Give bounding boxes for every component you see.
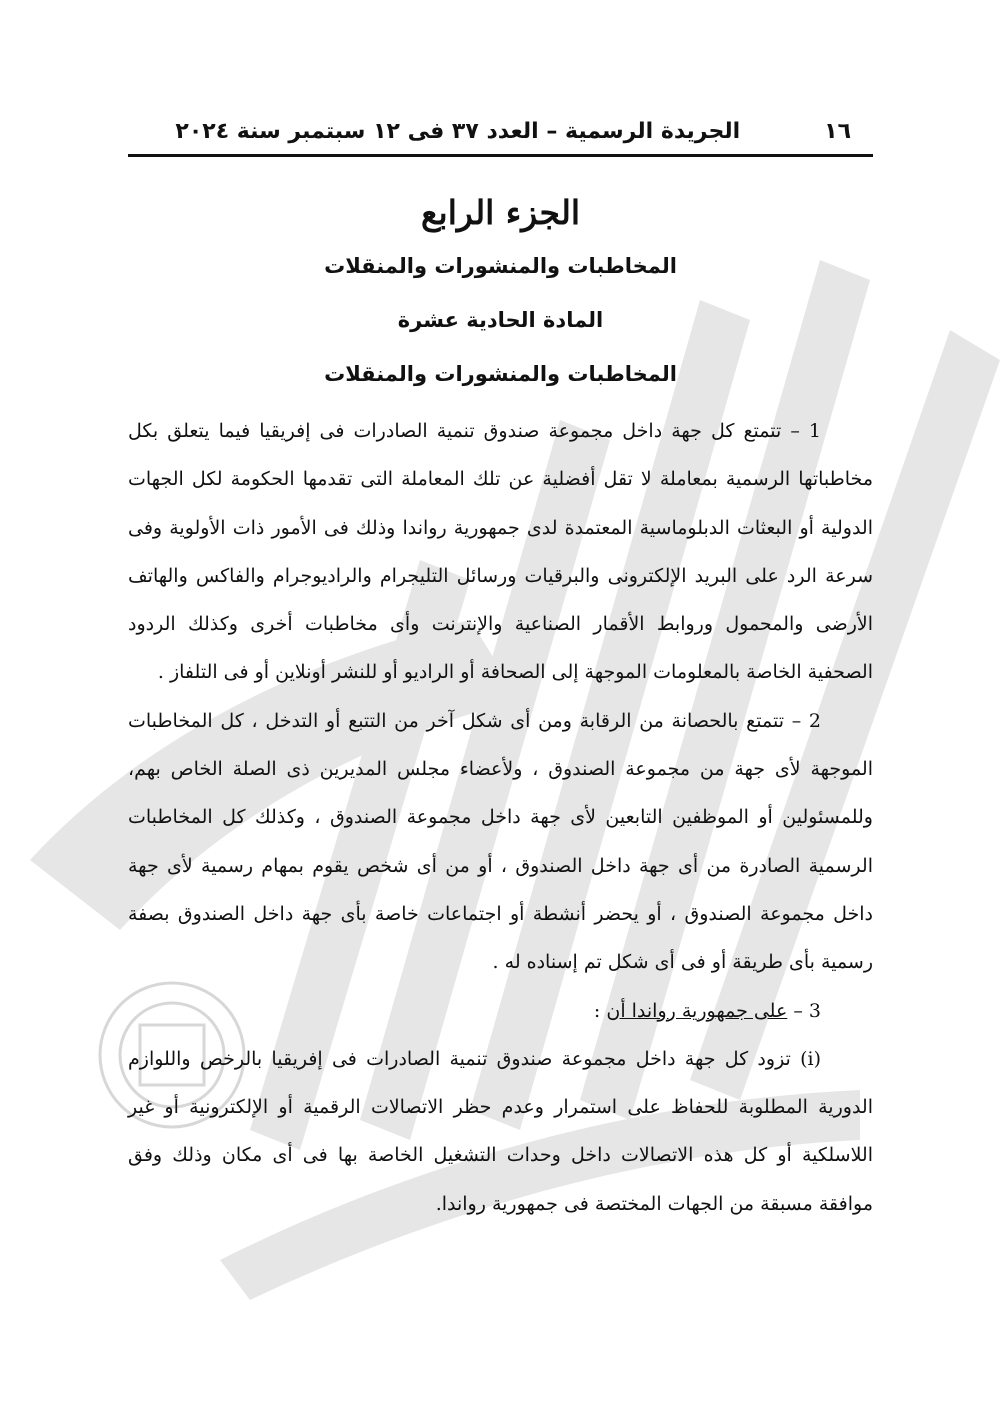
paragraph-3-heading	[128, 987, 873, 1035]
part-title: الجزء الرابع	[420, 193, 581, 232]
paragraph-2: 2 – تتمتع بالحصانة من الرقابة ومن أى شكل آخر من التتبع أو التدخل ، كل المخاطبات الموجهة لأى جهة من مجموعة الصندوق ، ولأعضاء مجلس المديرين ذى الصلة الخاص بهم، وللمسئولين أو الموظفين التابعين لأى جهة داخل مجموعة الصندوق ، وكذلك كل المخاطبات الرسمية الصادرة من أى جهة داخل الصندوق ، أو من أى شخص يقوم بمهام رسمية لأى جهة داخل مجموعة الصندوق ، أو يحضر أنشطة أو اجتماعات خاصة بأى جهة داخل الصندوق بصفة رسمية بأى طريقة أو فى أى شكل تم إسناده له .	[128, 709, 873, 974]
section-title: المخاطبات والمنشورات والمنقلات	[324, 254, 677, 278]
article-subject: المخاطبات والمنشورات والمنقلات	[324, 362, 677, 386]
header-rule	[128, 154, 873, 157]
article-title: المادة الحادية عشرة	[397, 308, 604, 332]
paragraph-1: 1 – تتمتع كل جهة داخل مجموعة صندوق تنمية الصادرات فى إفريقيا فيما يتعلق بكل مخاطباتها الرسمية بمعاملة لا تقل أفضلية عن تلك المعاملة التى تقدمها الحكومة لكل الجهات الدولية أو البعثات الدبلوماسية المعتمدة لدى جمهورية رواندا وذلك فى الأمور ذات الأولوية وفى سرعة الرد على البريد الإلكترونى والبرقيات ورسائل التليجرام والراديوجرام والفاكس والهاتف الأرضى والمحمول وروابط الأقمار الصناعية والإنترنت وأى مخاطبات أخرى وكذلك الردود الصحفية الخاصة بالمعلومات الموجهة إلى الصحافة أو الراديو أو للنشر أونلاين أو فى التلفاز .	[128, 420, 873, 684]
title-block	[128, 187, 873, 401]
page-number: ١٦	[824, 119, 851, 144]
paragraph-3-item-i: (i) تزود كل جهة داخل مجموعة صندوق تنمية الصادرات فى إفريقيا بالرخص واللوازم الدورية المطلوبة للحفاظ على استمرار وعدم حظر الاتصالات الرقمية أو الإلكترونية أو غير اللاسلكية أو كل هذه الاتصالات داخل وحدات التشغيل الخاصة بها فى أى مكان وذلك وفق موافقة مسبقة من الجهات المختصة فى جمهورية رواندا.	[128, 1047, 873, 1215]
paragraph-3-lead: على جمهورية رواندا أن	[606, 999, 788, 1022]
gazette-page	[128, 100, 873, 1228]
paragraph-3-colon: :	[593, 999, 601, 1022]
running-header	[128, 100, 873, 144]
running-title: الجريدة الرسمية – العدد ٣٧ فى ١٢ سبتمبر سنة ٢٠٢٤	[175, 119, 741, 144]
article-body	[128, 407, 873, 1228]
paragraph-3-number: 3 –	[793, 999, 821, 1022]
